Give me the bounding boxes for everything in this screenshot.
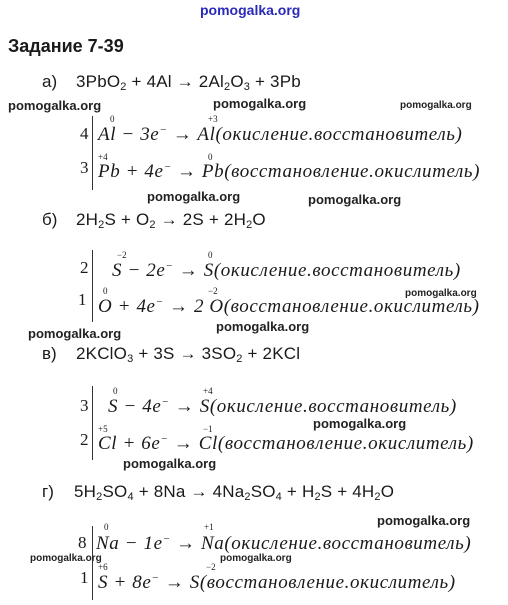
oxidation-state: −2 — [208, 286, 218, 296]
watermark: pomogalka.org — [405, 288, 477, 299]
oxidation-state: +6 — [98, 562, 108, 572]
watermark: pomogalka.org — [123, 456, 217, 471]
task-a-letter: а) — [42, 72, 58, 91]
watermark: pomogalka.org — [216, 319, 310, 334]
balance-bar — [92, 250, 93, 322]
oxidation-state: 0 — [113, 386, 118, 396]
coefficient: 2 — [80, 258, 89, 277]
task-b-equation: $2H_2S + O_2 \to 2S + 2H_2O$ — [76, 210, 266, 231]
coefficient: 8 — [78, 533, 87, 552]
oxidation-state: 0 — [208, 250, 213, 260]
half-reaction: S + 8e− → S(восстановление.окислитель) — [98, 572, 456, 593]
half-reaction: S − 2e− → S(окисление.восстановитель) — [112, 260, 461, 281]
half-reaction: Cl + 6e− → Cl(восстановление.окислитель) — [98, 433, 474, 454]
watermark: pomogalka.org — [30, 553, 102, 564]
task-c-equation: 2KClO$_3$ + $3S \to 3SO_2 + 2KCl$ — [76, 344, 301, 365]
half-reaction: S − 4e− → S(окисление.восстановитель) — [108, 396, 457, 417]
coefficient: 1 — [78, 290, 87, 309]
coefficient: 2 — [80, 430, 89, 449]
half-reaction: Pb + 4e− → Pb(восстановление.окислитель) — [98, 161, 481, 182]
watermark: pomogalka.org — [220, 553, 292, 564]
oxidation-state: +5 — [98, 424, 108, 434]
oxidation-state: 0 — [110, 114, 115, 124]
watermark: pomogalka.org — [377, 513, 471, 528]
oxidation-state: 0 — [208, 152, 213, 162]
oxidation-state: −1 — [203, 424, 213, 434]
oxidation-state: +3 — [208, 114, 218, 124]
task-d-equation: $5H_2SO_4 + 8Na \to 4Na_2SO_4 + H_2S + 4H_2O$ — [74, 482, 395, 503]
oxidation-state: 0 — [103, 286, 108, 296]
half-reaction: Na − 1e− → Na(окисление.восстановитель) — [96, 533, 472, 554]
watermark: pomogalka.org — [213, 96, 307, 111]
oxidation-state: −2 — [117, 250, 127, 260]
coefficient: 3 — [80, 158, 89, 177]
watermark: pomogalka.org — [308, 192, 402, 207]
task-c-letter: в) — [42, 344, 57, 363]
balance-bar — [92, 116, 93, 190]
coefficient: 3 — [80, 396, 89, 415]
watermark: pomogalka.org — [8, 98, 102, 113]
page-title: Задание 7-39 — [8, 36, 124, 56]
coefficient: 4 — [80, 124, 89, 143]
oxidation-state: +4 — [98, 152, 108, 162]
watermark-top: pomogalka.org — [200, 2, 301, 18]
watermark: pomogalka.org — [28, 326, 122, 341]
watermark: pomogalka.org — [400, 100, 472, 111]
watermark: pomogalka.org — [147, 189, 241, 204]
task-a-equation: $3PbO_2 + 4Al \to 2Al_2O_3 + 3Pb$ — [76, 72, 301, 93]
coefficient: 1 — [80, 568, 89, 587]
half-reaction: Al − 3e− → Al(окисление.восстановитель) — [98, 124, 463, 145]
oxidation-state: 0 — [104, 522, 109, 532]
oxidation-state: +1 — [204, 522, 214, 532]
watermark: pomogalka.org — [313, 416, 407, 431]
oxidation-state: −2 — [206, 562, 216, 572]
task-d-letter: г) — [42, 482, 54, 501]
half-reaction: O + 4e− → 2 O(восстановление.окислитель) — [98, 296, 480, 317]
balance-bar — [92, 386, 93, 460]
task-b-letter: б) — [42, 210, 58, 229]
oxidation-state: +4 — [203, 386, 213, 396]
